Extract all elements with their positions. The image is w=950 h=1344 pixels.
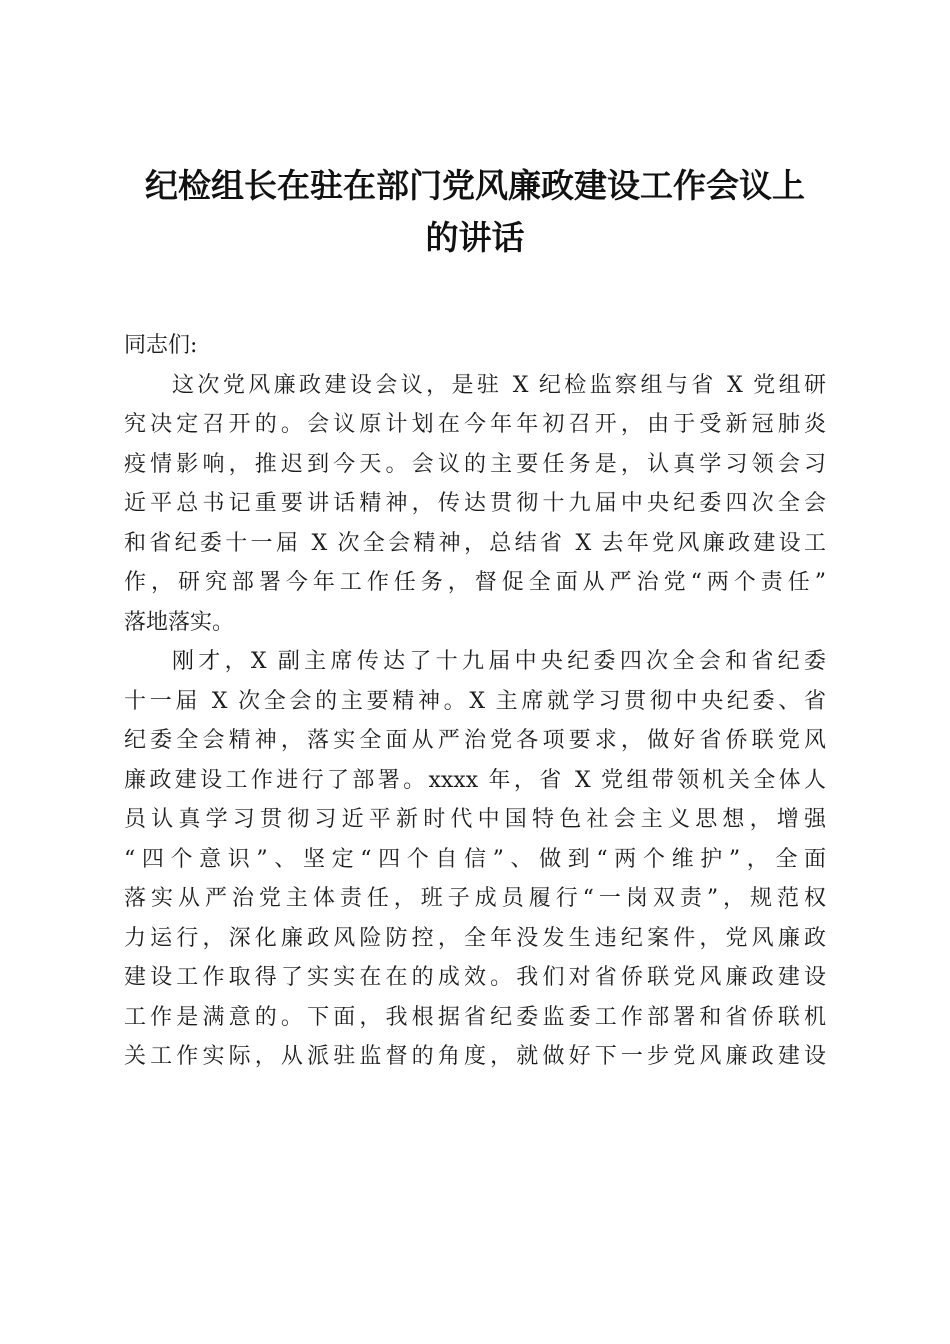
- paragraph-line: 关工作实际，从派驻监督的角度，就做好下一步党风廉政建设: [124, 1044, 826, 1069]
- paragraph-1: [124, 366, 826, 643]
- title-line-1: 纪检组长在驻在部门党风廉政建设工作会议上: [145, 166, 805, 205]
- salutation: 同志们:: [124, 333, 198, 358]
- paragraph-line: 纪委全会精神，落实全面从严治党各项要求，做好省侨联党风: [124, 728, 826, 753]
- paragraph-line: 究决定召开的。会议原计划在今年年初召开，由于受新冠肺炎: [124, 412, 826, 437]
- paragraph-line: 这次党风廉政建设会议，是驻 X 纪检监察组与省 X 党组研: [172, 372, 826, 398]
- paragraph-line: 落实从严治党主体责任，班子成员履行“一岗双责”，规范权: [124, 886, 826, 911]
- paragraph-line: 员认真学习贯彻习近平新时代中国特色社会主义思想，增强: [124, 807, 826, 832]
- document-title: [118, 160, 832, 264]
- paragraph-2: [124, 642, 826, 1077]
- paragraph-line: 疫情影响，推迟到今天。会议的主要任务是，认真学习领会习: [124, 451, 826, 477]
- paragraph-line: 刚才，X 副主席传达了十九届中央纪委四次全会和省纪委: [172, 649, 826, 674]
- paragraph-line: 落地落实。: [124, 609, 235, 635]
- paragraph-line: 作，研究部署今年工作任务，督促全面从严治党“两个责任”: [124, 570, 826, 595]
- paragraph-line: 廉政建设工作进行了部署。xxxx 年，省 X 党组带领机关全体人: [124, 767, 826, 793]
- paragraph-line: 和省纪委十一届 X 次全会精神，总结省 X 去年党风廉政建设工: [124, 530, 826, 556]
- paragraph-line: 十一届 X 次全会的主要精神。X 主席就学习贯彻中央纪委、省: [124, 688, 826, 714]
- paragraph-line: “四个意识”、坚定“四个自信”、做到“两个维护”，全面: [124, 846, 826, 872]
- paragraph-line: 力运行，深化廉政风险防控，全年没发生违纪案件，党风廉政: [124, 925, 826, 951]
- paragraph-line: 建设工作取得了实实在在的成效。我们对省侨联党风廉政建设: [124, 965, 826, 990]
- paragraph-line: 近平总书记重要讲话精神，传达贯彻十九届中央纪委四次全会: [124, 491, 826, 516]
- document-body: [124, 326, 826, 1077]
- title-line-2: 的讲话: [425, 218, 525, 257]
- paragraph-line: 工作是满意的。下面，我根据省纪委监委工作部署和省侨联机: [124, 1004, 826, 1030]
